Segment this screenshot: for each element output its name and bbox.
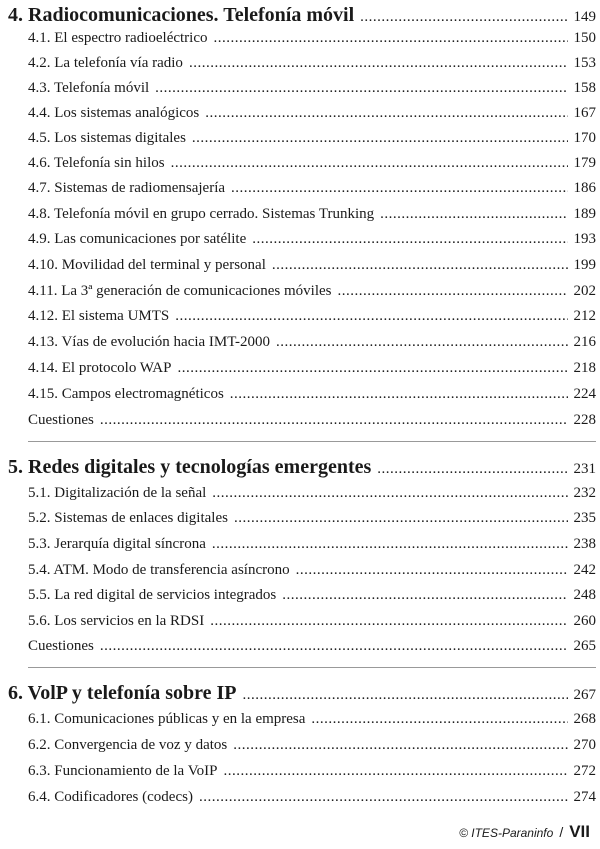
dot-leader bbox=[243, 682, 568, 705]
page-number-roman: VII bbox=[569, 822, 590, 841]
toc-entry bbox=[28, 130, 596, 147]
toc-entry bbox=[28, 283, 596, 300]
toc-entry bbox=[28, 180, 596, 197]
chapter-heading bbox=[8, 4, 596, 27]
section-divider bbox=[28, 667, 596, 668]
toc-entry bbox=[28, 763, 596, 780]
entry-title: 4.14. El protocolo WAP bbox=[28, 360, 172, 376]
entry-title: 5.3. Jerarquía digital síncrona bbox=[28, 536, 206, 552]
entry-title: 4.8. Telefonía móvil en grupo cerrado. Sistemas Trunking bbox=[28, 206, 375, 222]
entry-page: 238 bbox=[573, 536, 596, 552]
dot-leader bbox=[272, 257, 568, 274]
toc-entry bbox=[28, 737, 596, 754]
entry-page: 167 bbox=[573, 105, 596, 121]
entry-page: 158 bbox=[573, 80, 596, 96]
chapter-title: 4. Radiocomunicaciones. Telefonía móvil bbox=[8, 4, 355, 26]
entry-page: 265 bbox=[573, 638, 596, 654]
toc-entry bbox=[28, 257, 596, 274]
entry-page: 224 bbox=[573, 386, 596, 402]
entry-page: 216 bbox=[573, 334, 596, 350]
entry-page: 248 bbox=[573, 587, 596, 603]
entry-title: 5.1. Digitalización de la señal bbox=[28, 485, 207, 501]
entry-page: 150 bbox=[573, 30, 596, 46]
entry-page: 242 bbox=[573, 562, 596, 578]
entry-title: 4.15. Campos electromagnéticos bbox=[28, 386, 224, 402]
toc-entry bbox=[28, 711, 596, 728]
entry-page: 274 bbox=[573, 789, 596, 805]
entry-title: Cuestiones bbox=[28, 638, 94, 654]
entry-page: 232 bbox=[573, 485, 596, 501]
entry-page: 189 bbox=[573, 206, 596, 222]
entry-title: 5.6. Los servicios en la RDSI bbox=[28, 613, 205, 629]
entry-page: 228 bbox=[573, 412, 596, 428]
dot-leader bbox=[189, 55, 568, 72]
dot-leader bbox=[192, 130, 568, 147]
chapter-heading bbox=[8, 456, 596, 479]
entry-title: 5.2. Sistemas de enlaces digitales bbox=[28, 510, 228, 526]
dot-leader bbox=[380, 206, 567, 223]
entry-page: 179 bbox=[573, 155, 596, 171]
dot-leader bbox=[282, 587, 567, 604]
entry-title: 4.3. Telefonía móvil bbox=[28, 80, 150, 96]
dot-leader bbox=[276, 334, 567, 351]
toc-entry bbox=[28, 80, 596, 97]
entry-title: 4.13. Vías de evolución hacia IMT-2000 bbox=[28, 334, 271, 350]
entry-title: 6.4. Codificadores (codecs) bbox=[28, 789, 193, 805]
dot-leader bbox=[377, 456, 567, 479]
entry-title: Cuestiones bbox=[28, 412, 94, 428]
dot-leader bbox=[155, 80, 567, 97]
dot-leader bbox=[360, 4, 567, 27]
dot-leader bbox=[230, 386, 568, 403]
chapter-page: 149 bbox=[573, 9, 596, 25]
dot-leader bbox=[100, 412, 568, 429]
entry-title: 6.1. Comunicaciones públicas y en la empresa bbox=[28, 711, 306, 727]
entry-page: 218 bbox=[573, 360, 596, 376]
entry-page: 260 bbox=[573, 613, 596, 629]
entry-title: 4.10. Movilidad del terminal y personal bbox=[28, 257, 266, 273]
toc-entry bbox=[28, 536, 596, 553]
dot-leader bbox=[234, 510, 568, 527]
entry-title: 6.2. Convergencia de voz y datos bbox=[28, 737, 228, 753]
entry-title: 4.9. Las comunicaciones por satélite bbox=[28, 231, 247, 247]
dot-leader bbox=[100, 638, 568, 655]
toc-entry bbox=[28, 562, 596, 579]
entry-page: 268 bbox=[573, 711, 596, 727]
toc-entry bbox=[28, 155, 596, 172]
dot-leader bbox=[231, 180, 567, 197]
toc-entry bbox=[28, 308, 596, 325]
entry-title: 5.4. ATM. Modo de transferencia asíncrono bbox=[28, 562, 290, 578]
entry-title: 6.3. Funcionamiento de la VoIP bbox=[28, 763, 218, 779]
dot-leader bbox=[171, 155, 568, 172]
dot-leader bbox=[212, 536, 568, 553]
dot-leader bbox=[175, 308, 567, 325]
dot-leader bbox=[311, 711, 567, 728]
toc-entry bbox=[28, 386, 596, 403]
dot-leader bbox=[177, 360, 567, 377]
section-divider bbox=[28, 441, 596, 442]
toc-entry bbox=[28, 485, 596, 502]
entry-title: 4.6. Telefonía sin hilos bbox=[28, 155, 165, 171]
toc-entry bbox=[28, 334, 596, 351]
entry-title: 4.1. El espectro radioeléctrico bbox=[28, 30, 208, 46]
entry-title: 4.4. Los sistemas analógicos bbox=[28, 105, 200, 121]
page-footer bbox=[459, 822, 590, 842]
dot-leader bbox=[214, 30, 568, 47]
dot-leader bbox=[210, 613, 567, 630]
entry-page: 153 bbox=[573, 55, 596, 71]
entry-page: 272 bbox=[573, 763, 596, 779]
dot-leader bbox=[337, 283, 567, 300]
toc-entry bbox=[28, 510, 596, 527]
chapter-page: 231 bbox=[573, 461, 596, 477]
entry-page: 270 bbox=[573, 737, 596, 753]
dot-leader bbox=[223, 763, 567, 780]
toc-entry bbox=[28, 105, 596, 122]
entry-page: 235 bbox=[573, 510, 596, 526]
entry-title: 4.5. Los sistemas digitales bbox=[28, 130, 186, 146]
entry-title: 4.2. La telefonía vía radio bbox=[28, 55, 183, 71]
chapter-page: 267 bbox=[573, 687, 596, 703]
dot-leader bbox=[233, 737, 567, 754]
entry-title: 5.5. La red digital de servicios integrados bbox=[28, 587, 277, 603]
chapter-heading bbox=[8, 682, 596, 705]
entry-page: 212 bbox=[573, 308, 596, 324]
toc-entry bbox=[28, 587, 596, 604]
entry-page: 193 bbox=[573, 231, 596, 247]
dot-leader bbox=[252, 231, 567, 248]
entry-title: 4.12. El sistema UMTS bbox=[28, 308, 170, 324]
toc-entry bbox=[28, 360, 596, 377]
chapter-title: 6. VolP y telefonía sobre IP bbox=[8, 682, 237, 704]
toc-entry bbox=[28, 30, 596, 47]
dot-leader bbox=[212, 485, 567, 502]
entry-title: 4.7. Sistemas de radiomensajería bbox=[28, 180, 226, 196]
entry-page: 170 bbox=[573, 130, 596, 146]
toc-entry bbox=[28, 231, 596, 248]
publisher-credit: © ITES-Paraninfo bbox=[459, 826, 554, 840]
toc-entry bbox=[28, 412, 596, 429]
toc-entry bbox=[28, 55, 596, 72]
dot-leader bbox=[199, 789, 568, 806]
toc-entry bbox=[28, 789, 596, 806]
entry-page: 202 bbox=[573, 283, 596, 299]
footer-separator: / bbox=[559, 824, 564, 840]
entry-page: 186 bbox=[573, 180, 596, 196]
dot-leader bbox=[205, 105, 567, 122]
toc-entry bbox=[28, 613, 596, 630]
chapter-title: 5. Redes digitales y tecnologías emergentes bbox=[8, 456, 372, 478]
entry-title: 4.11. La 3ª generación de comunicaciones móviles bbox=[28, 283, 332, 299]
entry-page: 199 bbox=[573, 257, 596, 273]
toc-entry bbox=[28, 206, 596, 223]
dot-leader bbox=[296, 562, 568, 579]
toc-entry bbox=[28, 638, 596, 655]
